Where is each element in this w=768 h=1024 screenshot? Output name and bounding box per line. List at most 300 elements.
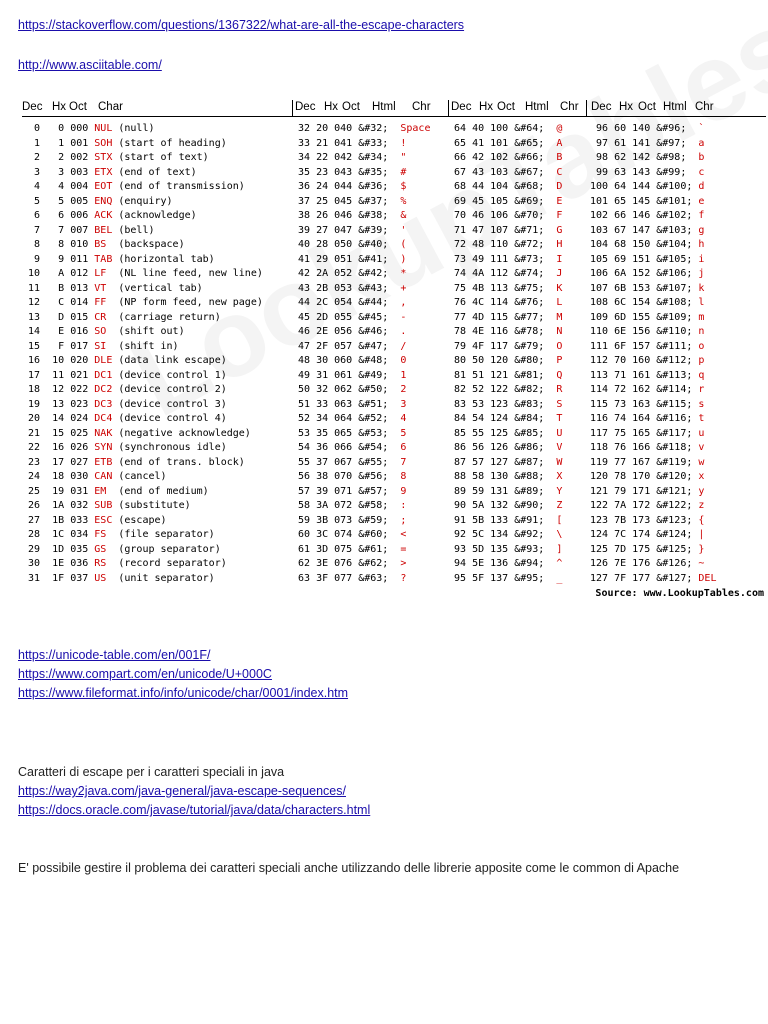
header-char: Char xyxy=(98,101,123,113)
chr-cell: m xyxy=(698,311,705,323)
hex-cell: 6F xyxy=(614,340,633,352)
dec-cell: 79 xyxy=(454,340,473,352)
char-desc-cell: (end of transmission) xyxy=(118,181,245,192)
html-cell: &#90; xyxy=(514,500,557,511)
dec-cell: 74 xyxy=(454,268,473,279)
char-desc-cell: (escape) xyxy=(118,514,167,526)
hex-cell: 58 xyxy=(472,471,491,482)
table-row xyxy=(590,412,716,427)
table-row xyxy=(454,412,562,427)
char-desc-cell: (shift in) xyxy=(118,340,179,352)
html-cell: &#107; xyxy=(656,282,699,294)
table-row xyxy=(22,412,263,427)
hex-cell: 5A xyxy=(472,500,491,511)
chr-cell: \ xyxy=(556,529,563,540)
table-row xyxy=(298,398,430,413)
oct-cell: 155 xyxy=(632,311,657,323)
dec-cell: 127 xyxy=(590,572,615,584)
dec-cell: 40 xyxy=(298,239,317,250)
dec-cell: 16 xyxy=(22,355,47,366)
dec-cell: 33 xyxy=(298,137,317,149)
html-cell: &#37; xyxy=(358,195,401,207)
ascii-table-image xyxy=(22,100,766,605)
oct-cell: 065 xyxy=(334,427,359,439)
html-cell: &#81; xyxy=(514,369,557,381)
oct-cell: 135 xyxy=(490,543,515,555)
html-cell: &#61; xyxy=(358,543,401,555)
hex-cell: 77 xyxy=(614,456,633,468)
html-cell: &#104; xyxy=(656,239,699,250)
oct-cell: 161 xyxy=(632,369,657,381)
oct-cell: 115 xyxy=(490,311,515,323)
html-cell: &#83; xyxy=(514,398,557,410)
dec-cell: 63 xyxy=(298,572,317,584)
html-cell: &#40; xyxy=(358,239,401,250)
table-row xyxy=(22,470,263,485)
dec-cell: 34 xyxy=(298,152,317,163)
hex-cell: 44 xyxy=(472,181,491,192)
table-row xyxy=(590,441,716,456)
hex-cell: 8 xyxy=(46,239,71,250)
dec-cell: 29 xyxy=(22,543,47,555)
chr-cell: K xyxy=(556,282,563,294)
header-dec: Dec xyxy=(22,101,43,113)
chr-cell: s xyxy=(698,398,705,410)
table-row xyxy=(454,267,562,282)
table-row xyxy=(22,485,263,500)
hex-cell: 4A xyxy=(472,268,491,279)
chr-cell: f xyxy=(698,210,705,221)
hex-cell: 4D xyxy=(472,311,491,323)
char-desc-cell: (data link escape) xyxy=(118,355,227,366)
html-cell: &#46; xyxy=(358,326,401,337)
html-cell: &#97; xyxy=(656,137,699,149)
dec-cell: 67 xyxy=(454,166,473,178)
hex-cell: 3C xyxy=(316,529,335,540)
hex-cell: 1A xyxy=(46,500,71,511)
chr-cell: n xyxy=(698,326,705,337)
table-row xyxy=(454,369,562,384)
table-row xyxy=(590,354,716,369)
chr-cell: d xyxy=(698,181,705,192)
oct-cell: 020 xyxy=(70,355,95,366)
oct-cell: 166 xyxy=(632,442,657,453)
hex-cell: 24 xyxy=(316,181,335,192)
html-cell: &#42; xyxy=(358,268,401,279)
chr-cell: w xyxy=(698,456,705,468)
chr-cell: Q xyxy=(556,369,563,381)
hex-cell: 27 xyxy=(316,224,335,236)
html-cell: &#35; xyxy=(358,166,401,178)
chr-cell: i xyxy=(698,253,705,265)
html-cell: &#121; xyxy=(656,485,699,497)
oct-cell: 143 xyxy=(632,166,657,178)
dec-cell: 28 xyxy=(22,529,47,540)
table-row xyxy=(454,572,562,587)
char-abbr-cell: DC4 xyxy=(94,413,119,424)
dec-cell: 87 xyxy=(454,456,473,468)
oct-cell: 165 xyxy=(632,427,657,439)
char-desc-cell: (null) xyxy=(118,123,155,134)
char-abbr-cell: EM xyxy=(94,485,119,497)
hex-cell: 17 xyxy=(46,456,71,468)
chr-cell: 1 xyxy=(400,369,407,381)
dec-cell: 17 xyxy=(22,369,47,381)
table-row xyxy=(454,122,562,137)
dec-cell: 1 xyxy=(22,137,47,149)
hex-cell: 23 xyxy=(316,166,335,178)
dec-cell: 71 xyxy=(454,224,473,236)
html-cell: &#55; xyxy=(358,456,401,468)
table-row xyxy=(22,166,263,181)
hex-cell: 4B xyxy=(472,282,491,294)
dec-cell: 6 xyxy=(22,210,47,221)
char-desc-cell: (acknowledge) xyxy=(118,210,197,221)
chr-cell: g xyxy=(698,224,705,236)
dec-cell: 14 xyxy=(22,326,47,337)
control-chars-column xyxy=(22,122,263,586)
oct-cell: 167 xyxy=(632,456,657,468)
table-row xyxy=(298,282,430,297)
chr-cell: } xyxy=(698,543,705,555)
char-desc-cell: (start of text) xyxy=(118,152,209,163)
html-cell: &#62; xyxy=(358,558,401,569)
html-cell: &#69; xyxy=(514,195,557,207)
chr-cell: r xyxy=(698,384,705,395)
table-row xyxy=(22,499,263,514)
hex-cell: 76 xyxy=(614,442,633,453)
html-cell: &#96; xyxy=(656,123,699,134)
chr-cell: - xyxy=(400,311,407,323)
table-row xyxy=(590,456,716,471)
html-cell: &#33; xyxy=(358,137,401,149)
hex-cell: E xyxy=(46,326,71,337)
oct-cell: 002 xyxy=(70,152,95,163)
chr-cell: < xyxy=(400,529,407,540)
char-abbr-cell: GS xyxy=(94,543,119,555)
dec-cell: 107 xyxy=(590,282,615,294)
hex-cell: 22 xyxy=(316,152,335,163)
chr-cell: " xyxy=(400,152,407,163)
hex-cell: 3B xyxy=(316,514,335,526)
chr-cell: F xyxy=(556,210,563,221)
html-cell: &#53; xyxy=(358,427,401,439)
html-cell: &#101; xyxy=(656,195,699,207)
table-row xyxy=(454,151,562,166)
dec-cell: 123 xyxy=(590,514,615,526)
dec-cell: 19 xyxy=(22,398,47,410)
hex-cell: 5B xyxy=(472,514,491,526)
dec-cell: 50 xyxy=(298,384,317,395)
table-row xyxy=(298,311,430,326)
html-cell: &#115; xyxy=(656,398,699,410)
link-compart[interactable]: https://www.compart.com/en/unicode/U+000C xyxy=(18,667,272,681)
chr-cell: X xyxy=(556,471,563,482)
char-desc-cell: (shift out) xyxy=(118,326,185,337)
oct-cell: 057 xyxy=(334,340,359,352)
chr-cell: M xyxy=(556,311,563,323)
char-desc-cell: (end of text) xyxy=(118,166,197,178)
html-cell: &#50; xyxy=(358,384,401,395)
table-row xyxy=(590,267,716,282)
table-row xyxy=(22,398,263,413)
oct-cell: 031 xyxy=(70,485,95,497)
oct-cell: 154 xyxy=(632,297,657,308)
chr-cell: z xyxy=(698,500,705,511)
char-desc-cell: (group separator) xyxy=(118,543,221,555)
html-cell: &#117; xyxy=(656,427,699,439)
hex-cell: 29 xyxy=(316,253,335,265)
oct-cell: 103 xyxy=(490,166,515,178)
oct-cell: 036 xyxy=(70,558,95,569)
char-desc-cell: (bell) xyxy=(118,224,155,236)
chr-cell: * xyxy=(400,268,407,279)
dec-cell: 125 xyxy=(590,543,615,555)
dec-cell: 119 xyxy=(590,456,615,468)
table-row xyxy=(22,311,263,326)
oct-cell: 017 xyxy=(70,340,95,352)
dec-cell: 54 xyxy=(298,442,317,453)
link-asciitable[interactable]: http://www.asciitable.com/ xyxy=(18,58,162,72)
table-row xyxy=(22,456,263,471)
hex-cell: 5F xyxy=(472,572,491,584)
link-unicode-table[interactable]: https://unicode-table.com/en/001F/ xyxy=(18,648,211,662)
table-row xyxy=(22,354,263,369)
html-cell: &#39; xyxy=(358,224,401,236)
chars-32-63-column xyxy=(298,122,430,586)
html-cell: &#52; xyxy=(358,413,401,424)
chr-cell: y xyxy=(698,485,705,497)
char-abbr-cell: DC2 xyxy=(94,384,119,395)
html-cell: &#44; xyxy=(358,297,401,308)
table-row xyxy=(22,427,263,442)
table-row xyxy=(590,311,716,326)
html-cell: &#99; xyxy=(656,166,699,178)
table-row xyxy=(22,528,263,543)
closing-paragraph: E' possibile gestire il problema dei caratteri speciali anche utilizzando delle librerie apposite come le common di Apache xyxy=(18,861,680,875)
hex-cell: 43 xyxy=(472,166,491,178)
dec-cell: 109 xyxy=(590,311,615,323)
html-cell: &#47; xyxy=(358,340,401,352)
char-desc-cell: (backspace) xyxy=(118,239,185,250)
hex-cell: 3E xyxy=(316,558,335,569)
header-hx: Hx xyxy=(324,101,339,113)
dec-cell: 90 xyxy=(454,500,473,511)
char-abbr-cell: BEL xyxy=(94,224,119,236)
char-desc-cell: (device control 2) xyxy=(118,384,227,395)
oct-cell: 175 xyxy=(632,543,657,555)
dec-cell: 3 xyxy=(22,166,47,178)
dec-cell: 114 xyxy=(590,384,615,395)
oct-cell: 171 xyxy=(632,485,657,497)
hex-cell: C xyxy=(46,297,71,308)
dec-cell: 89 xyxy=(454,485,473,497)
dec-cell: 12 xyxy=(22,297,47,308)
dec-cell: 32 xyxy=(298,123,317,134)
chr-cell: + xyxy=(400,282,407,294)
hex-cell: 41 xyxy=(472,137,491,149)
chr-cell: B xyxy=(556,152,563,163)
chr-cell: DEL xyxy=(698,572,717,584)
html-cell: &#124; xyxy=(656,529,699,540)
table-row xyxy=(454,137,562,152)
hex-cell: 73 xyxy=(614,398,633,410)
oct-cell: 042 xyxy=(334,152,359,163)
hex-cell: 18 xyxy=(46,471,71,482)
oct-cell: 127 xyxy=(490,456,515,468)
dec-cell: 86 xyxy=(454,442,473,453)
char-abbr-cell: STX xyxy=(94,152,119,163)
dec-cell: 126 xyxy=(590,558,615,569)
dec-cell: 47 xyxy=(298,340,317,352)
char-abbr-cell: DC3 xyxy=(94,398,119,410)
hex-cell: B xyxy=(46,282,71,294)
chr-cell: 9 xyxy=(400,485,407,497)
hex-cell: 7E xyxy=(614,558,633,569)
hex-cell: 32 xyxy=(316,384,335,395)
header-dec: Dec xyxy=(295,101,316,113)
header-hx: Hx xyxy=(52,101,67,113)
html-cell: &#84; xyxy=(514,413,557,424)
char-desc-cell: (synchronous idle) xyxy=(118,442,227,453)
dec-cell: 88 xyxy=(454,471,473,482)
html-cell: &#88; xyxy=(514,471,557,482)
table-row xyxy=(22,267,263,282)
dec-cell: 49 xyxy=(298,369,317,381)
html-cell: &#56; xyxy=(358,471,401,482)
html-cell: &#119; xyxy=(656,456,699,468)
dec-cell: 101 xyxy=(590,195,615,207)
header-chr: Chr xyxy=(695,101,714,113)
chr-cell: G xyxy=(556,224,563,236)
oct-cell: 045 xyxy=(334,195,359,207)
dec-cell: 10 xyxy=(22,268,47,279)
table-row xyxy=(590,398,716,413)
oct-cell: 105 xyxy=(490,195,515,207)
char-desc-cell: (enquiry) xyxy=(118,195,173,207)
html-cell: &#73; xyxy=(514,253,557,265)
oct-cell: 070 xyxy=(334,471,359,482)
html-cell: &#76; xyxy=(514,297,557,308)
link-fileformat[interactable]: https://www.fileformat.info/info/unicode/char/0001/index.htm xyxy=(18,686,349,700)
dec-cell: 37 xyxy=(298,195,317,207)
table-row xyxy=(22,282,263,297)
dec-cell: 27 xyxy=(22,514,47,526)
chr-cell: $ xyxy=(400,181,407,192)
oct-cell: 071 xyxy=(334,485,359,497)
hex-cell: 4 xyxy=(46,181,71,192)
html-cell: &#57; xyxy=(358,485,401,497)
dec-cell: 65 xyxy=(454,137,473,149)
table-row xyxy=(298,180,430,195)
oct-cell: 047 xyxy=(334,224,359,236)
hex-cell: 5D xyxy=(472,543,491,555)
chr-cell: I xyxy=(556,253,563,265)
table-row xyxy=(22,137,263,152)
hex-cell: 6A xyxy=(614,268,633,279)
dec-cell: 99 xyxy=(590,166,615,178)
chr-cell: l xyxy=(698,297,705,308)
oct-cell: 005 xyxy=(70,195,95,207)
table-row xyxy=(298,485,430,500)
dec-cell: 106 xyxy=(590,268,615,279)
hex-cell: 45 xyxy=(472,195,491,207)
chr-cell: ; xyxy=(400,514,407,526)
oct-cell: 052 xyxy=(334,268,359,279)
char-abbr-cell: DC1 xyxy=(94,369,119,381)
hex-cell: 3F xyxy=(316,572,335,584)
dec-cell: 69 xyxy=(454,195,473,207)
link-way2java[interactable]: https://way2java.com/java-general/java-escape-sequences/ xyxy=(18,784,346,798)
oct-cell: 173 xyxy=(632,514,657,526)
hex-cell: 33 xyxy=(316,398,335,410)
chr-cell: Space xyxy=(400,123,431,134)
char-desc-cell: (device control 1) xyxy=(118,369,227,381)
oct-cell: 157 xyxy=(632,340,657,352)
html-cell: &#78; xyxy=(514,326,557,337)
html-cell: &#116; xyxy=(656,413,699,424)
table-row xyxy=(454,427,562,442)
table-row xyxy=(298,427,430,442)
table-row xyxy=(298,470,430,485)
char-abbr-cell: FS xyxy=(94,529,119,540)
char-desc-cell: (carriage return) xyxy=(118,311,221,323)
dec-cell: 102 xyxy=(590,210,615,221)
oct-cell: 022 xyxy=(70,384,95,395)
table-row xyxy=(590,209,716,224)
hex-cell: 7 xyxy=(46,224,71,236)
dec-cell: 68 xyxy=(454,181,473,192)
hex-cell: 1F xyxy=(46,572,71,584)
html-cell: &#110; xyxy=(656,326,699,337)
hex-cell: 7C xyxy=(614,529,633,540)
oct-cell: 014 xyxy=(70,297,95,308)
oct-cell: 053 xyxy=(334,282,359,294)
oct-cell: 004 xyxy=(70,181,95,192)
chr-cell: q xyxy=(698,369,705,381)
dec-cell: 72 xyxy=(454,239,473,250)
chars-64-95-column xyxy=(454,122,562,586)
chr-cell: 6 xyxy=(400,442,407,453)
hex-cell: 64 xyxy=(614,181,633,192)
oct-cell: 145 xyxy=(632,195,657,207)
hex-cell: 14 xyxy=(46,413,71,424)
hex-cell: 7D xyxy=(614,543,633,555)
chr-cell: ^ xyxy=(556,558,563,569)
table-row xyxy=(298,441,430,456)
chr-cell: ` xyxy=(698,123,705,134)
hex-cell: 9 xyxy=(46,253,71,265)
link-oracle-docs[interactable]: https://docs.oracle.com/javase/tutorial/java/data/characters.html xyxy=(18,803,371,817)
link-stackoverflow[interactable]: https://stackoverflow.com/questions/1367322/what-are-all-the-escape-characters xyxy=(18,18,465,32)
header-hx: Hx xyxy=(619,101,634,113)
header-dec: Dec xyxy=(591,101,612,113)
oct-cell: 101 xyxy=(490,137,515,149)
dec-cell: 51 xyxy=(298,398,317,410)
html-cell: &#118; xyxy=(656,442,699,453)
oct-cell: 120 xyxy=(490,355,515,366)
chr-cell: u xyxy=(698,427,705,439)
hex-cell: 1E xyxy=(46,558,71,569)
oct-cell: 114 xyxy=(490,297,515,308)
char-abbr-cell: ENQ xyxy=(94,195,119,207)
chr-cell: v xyxy=(698,442,705,453)
header-chr: Chr xyxy=(560,101,579,113)
table-row xyxy=(590,180,716,195)
dec-cell: 26 xyxy=(22,500,47,511)
chr-cell: 2 xyxy=(400,384,407,395)
table-row xyxy=(22,441,263,456)
